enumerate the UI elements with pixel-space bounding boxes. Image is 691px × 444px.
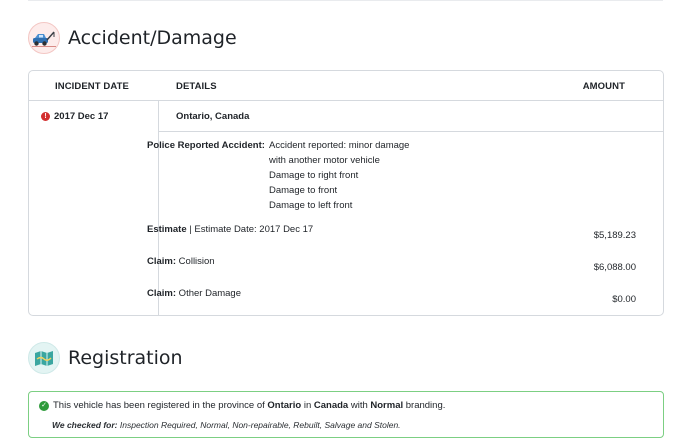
- registration-text: This vehicle has been registered in the province of Ontario in Canada with Normal branding.: [53, 400, 446, 411]
- registration-status: [39, 400, 445, 411]
- registration-branding: Normal: [370, 400, 404, 411]
- claim-label: Claim:: [147, 288, 177, 299]
- claim-other-amount: $0.00: [612, 294, 636, 305]
- incident-location: Ontario, Canada: [176, 111, 250, 122]
- claim-label: Claim:: [147, 256, 177, 267]
- check-circle-icon: ✓: [39, 401, 49, 411]
- police-report-line: Damage to left front: [269, 200, 353, 211]
- column-header-amount: AMOUNT: [582, 81, 625, 92]
- claim-detail: Other Damage: [176, 288, 241, 299]
- registration-country: Canada: [313, 400, 349, 411]
- column-header-incident-date: INCIDENT DATE: [55, 81, 129, 92]
- claim-detail: Collision: [176, 256, 215, 267]
- police-report-line: Accident reported: minor damage: [269, 140, 410, 151]
- police-report-line: Damage to right front: [269, 170, 359, 181]
- registration-section-title: Registration: [68, 347, 183, 369]
- police-report-line: with another motor vehicle: [269, 155, 380, 166]
- registration-checked-list: [52, 420, 401, 430]
- registration-section-header: [28, 342, 183, 374]
- map-icon: [28, 342, 60, 374]
- table-header: [29, 71, 663, 101]
- estimate-detail: | Estimate Date: 2017 Dec 17: [186, 224, 314, 235]
- accident-section-header: [28, 22, 237, 54]
- checked-label: We checked for:: [52, 420, 118, 430]
- incident-date-cell: [41, 111, 108, 122]
- police-report-line: Damage to front: [269, 185, 338, 196]
- claim-collision-amount: $6,088.00: [593, 262, 636, 273]
- column-divider: [158, 101, 159, 315]
- estimate-row: [147, 222, 313, 237]
- claim-collision-row: [147, 254, 215, 269]
- checked-items: Inspection Required, Normal, Non-repairable, Rebuilt, Salvage and Stolen.: [117, 420, 401, 430]
- police-report-details: [269, 138, 409, 213]
- accident-section-title: Accident/Damage: [68, 27, 237, 49]
- alert-icon: !: [41, 112, 50, 121]
- column-header-details: DETAILS: [176, 81, 217, 92]
- estimate-amount: $5,189.23: [593, 230, 636, 241]
- registration-province: Ontario: [267, 400, 302, 411]
- registration-card: [28, 391, 664, 438]
- police-report-label: Police Reported Accident:: [147, 140, 265, 151]
- estimate-label: Estimate: [147, 224, 187, 235]
- incident-date: 2017 Dec 17: [54, 111, 109, 122]
- incident-location-row: [159, 101, 663, 132]
- claim-other-row: [147, 286, 241, 301]
- top-divider: [28, 0, 663, 1]
- car-tow-icon: [28, 22, 60, 54]
